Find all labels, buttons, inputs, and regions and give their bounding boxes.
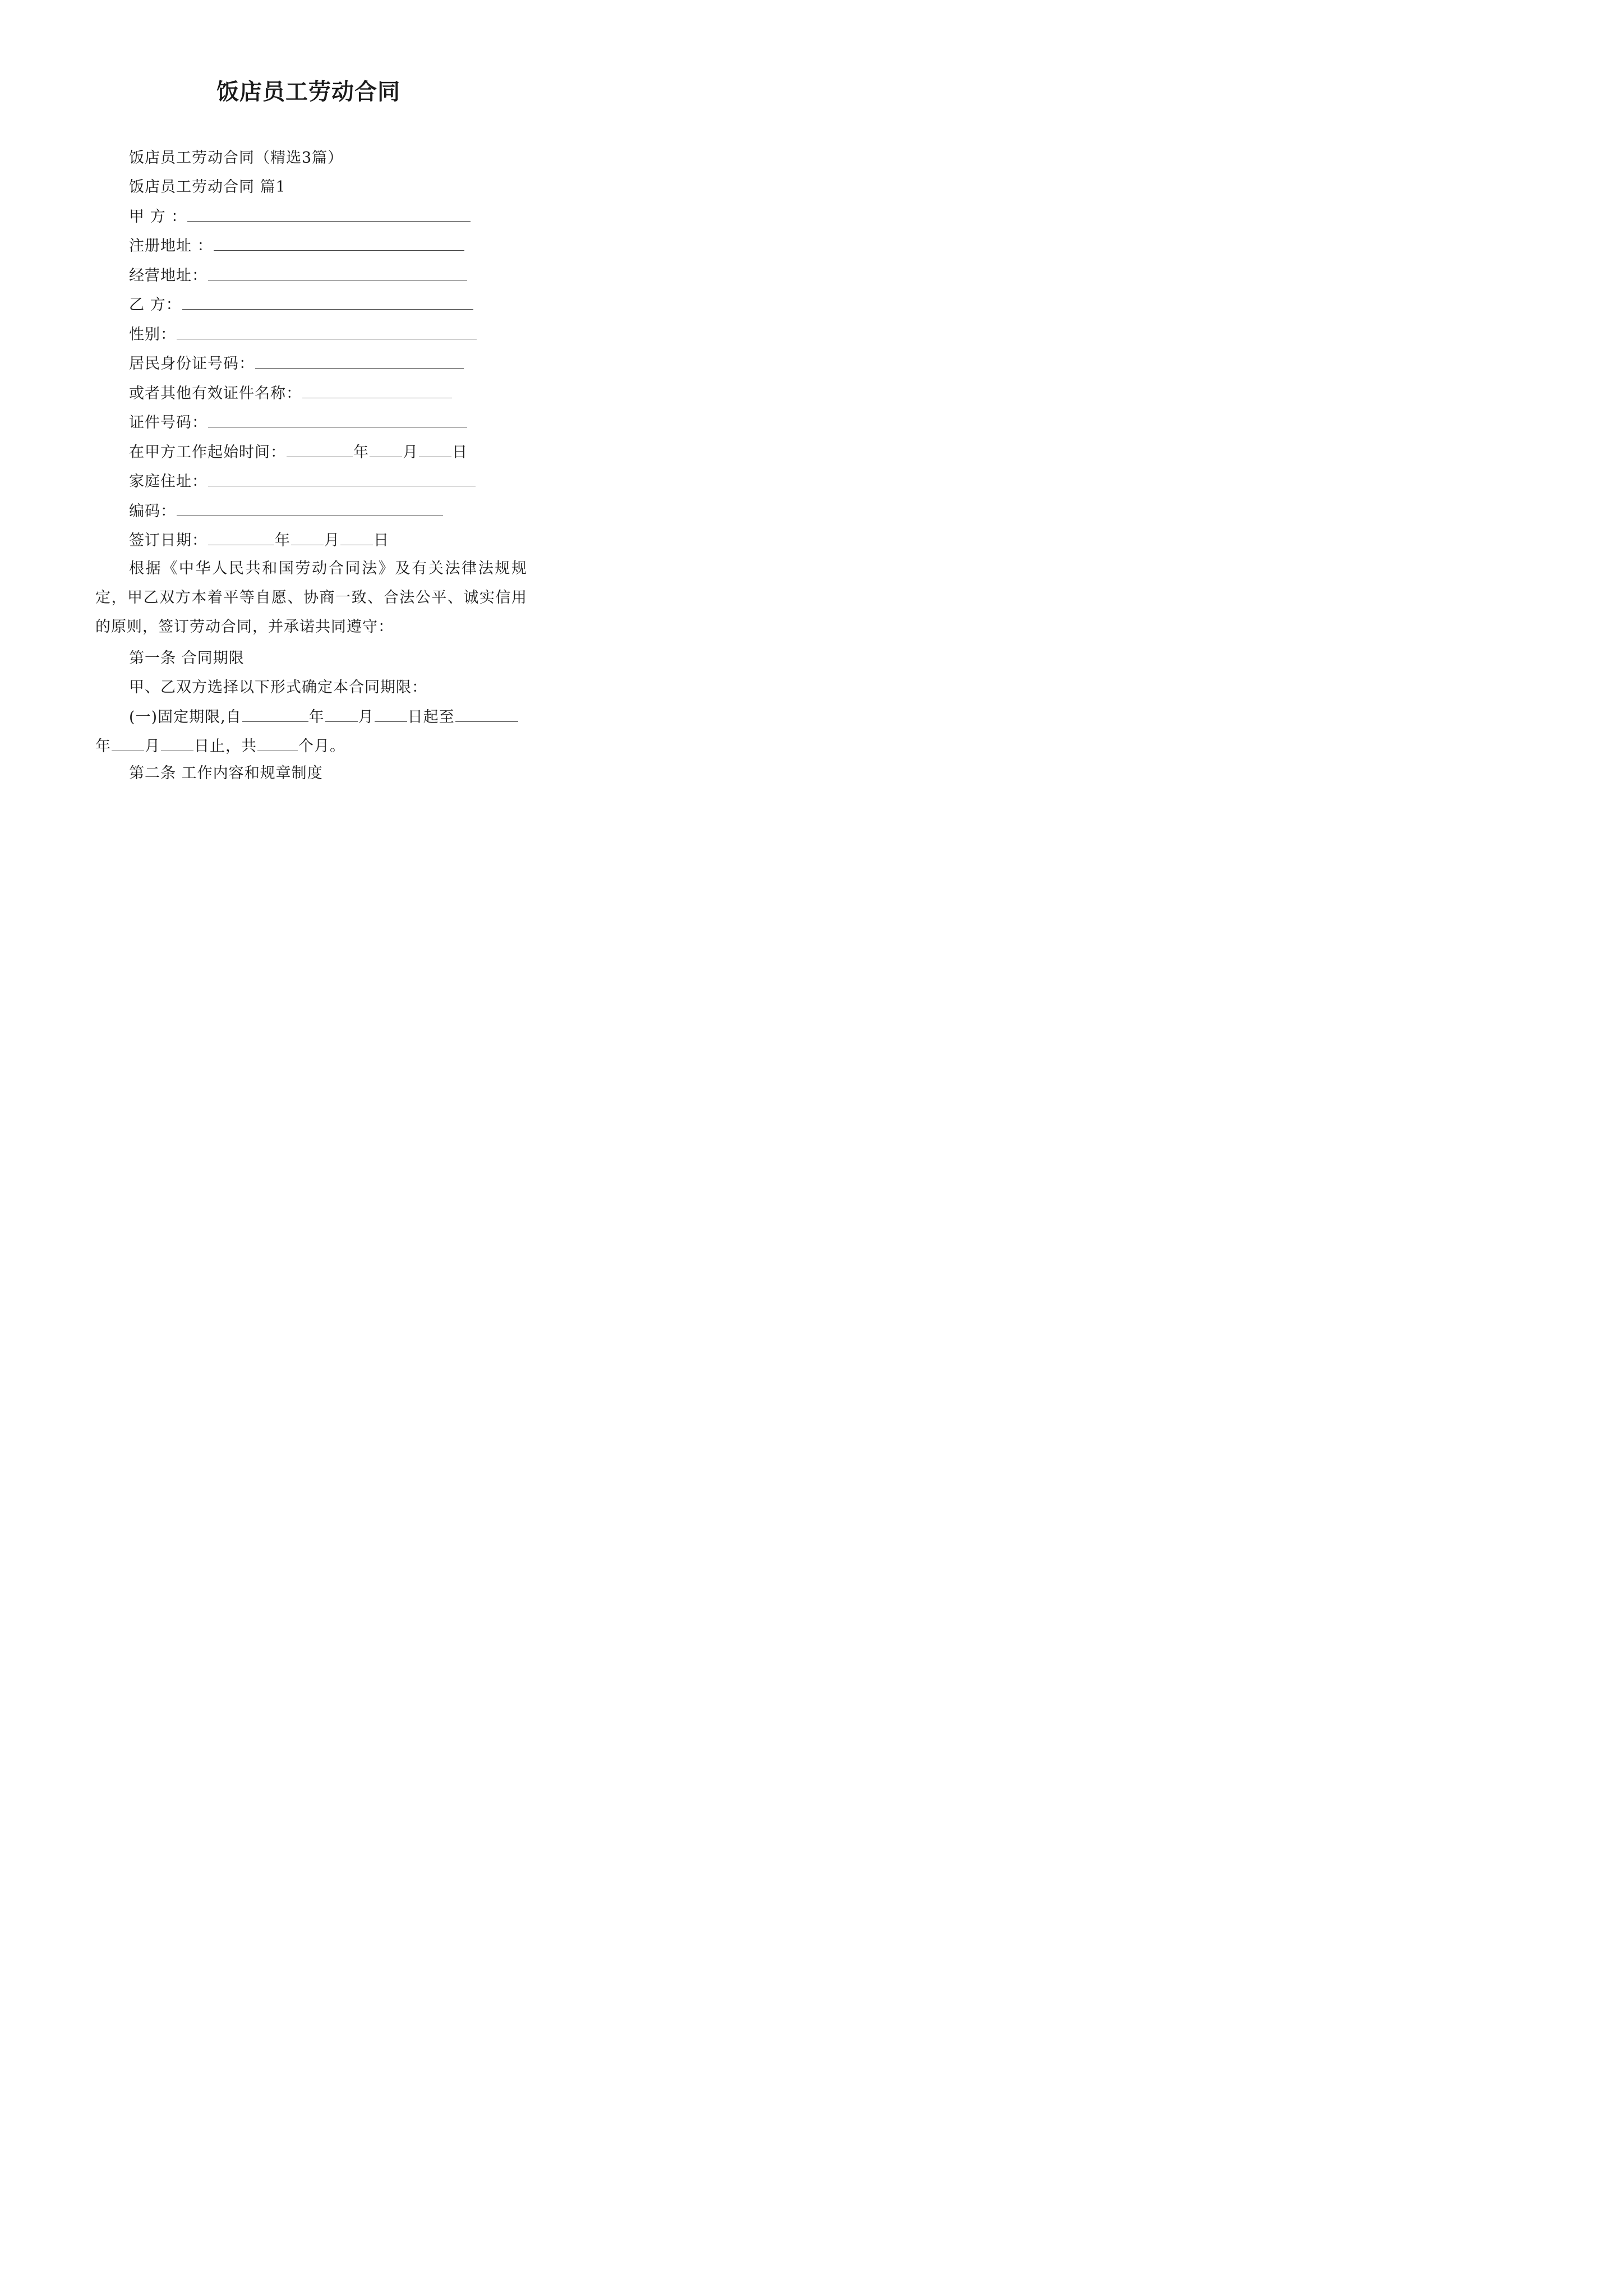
term-start-day-blank[interactable]: [375, 709, 407, 722]
sign-year-blank[interactable]: [208, 532, 274, 545]
cert-number-label: 证件号码：: [129, 414, 208, 431]
document-title: 饭店员工劳动合同: [216, 79, 400, 105]
term-end-month-blank[interactable]: [112, 738, 144, 751]
sign-day-unit: 日: [374, 532, 389, 549]
fixed-term-row-2: [95, 737, 345, 756]
cert-number-row: [129, 413, 468, 432]
business-address-row: [129, 266, 468, 286]
other-id-name-row: [129, 384, 453, 403]
start-month-unit: 月: [403, 444, 418, 461]
start-year-unit: 年: [353, 444, 369, 461]
id-number-row: [129, 355, 464, 374]
term-start-month-unit: 月: [358, 708, 374, 726]
term-months-suffix: 个月。: [298, 738, 345, 755]
start-year-blank[interactable]: [287, 444, 353, 457]
party-b-label: 乙 方：: [129, 296, 182, 314]
cert-number-blank[interactable]: [208, 415, 467, 427]
article-1-intro: 甲、乙双方选择以下形式确定本合同期限：: [129, 679, 427, 696]
gender-row: [129, 325, 477, 344]
home-address-label: 家庭住址：: [129, 473, 208, 490]
registered-address-label: 注册地址 ：: [129, 237, 213, 255]
term-end-year-blank[interactable]: [455, 709, 518, 722]
gender-blank[interactable]: [177, 326, 477, 339]
fixed-term-prefix: (一)固定期限,自: [129, 708, 242, 726]
other-id-name-blank[interactable]: [302, 385, 452, 398]
party-a-row: [129, 208, 471, 227]
start-time-label: 在甲方工作起始时间：: [129, 444, 286, 461]
term-to-suffix: 日止，共: [194, 738, 257, 755]
postcode-row: [129, 502, 444, 521]
sign-date-label: 签订日期：: [129, 532, 208, 549]
party-a-blank[interactable]: [187, 209, 471, 222]
term-end-day-blank[interactable]: [161, 738, 193, 751]
fixed-term-row-1: [129, 708, 519, 727]
term-end-month-unit: 月: [145, 738, 160, 755]
section-heading: 饭店员工劳动合同 篇1: [129, 178, 286, 196]
registered-address-blank[interactable]: [214, 238, 464, 251]
home-address-blank[interactable]: [208, 473, 476, 486]
term-start-year-unit: 年: [308, 708, 325, 726]
postcode-blank[interactable]: [177, 503, 443, 516]
article-1-title: 第一条 合同期限: [129, 650, 245, 667]
other-id-name-label: 或者其他有效证件名称：: [129, 385, 302, 402]
sign-year-unit: 年: [275, 532, 291, 549]
document-page: [0, 0, 617, 873]
term-from-suffix: 日起至: [407, 708, 455, 726]
start-day-blank[interactable]: [419, 444, 451, 457]
id-number-label: 居民身份证号码：: [129, 355, 255, 372]
business-address-blank[interactable]: [208, 268, 467, 280]
home-address-row: [129, 472, 476, 491]
article-2-title: 第二条 工作内容和规章制度: [129, 765, 323, 782]
term-months-blank[interactable]: [257, 738, 298, 751]
term-end-year-unit: 年: [95, 738, 111, 755]
start-day-unit: 日: [452, 444, 468, 461]
sign-day-blank[interactable]: [340, 532, 373, 545]
sign-month-blank[interactable]: [291, 532, 324, 545]
start-time-row: [129, 443, 468, 462]
registered-address-row: [129, 237, 465, 256]
party-a-label: 甲 方 ：: [129, 208, 187, 226]
party-b-row: [129, 296, 474, 315]
party-b-blank[interactable]: [182, 297, 473, 310]
preamble-paragraph: 根据《中华人民共和国劳动合同法》及有关法律法规规定，甲乙双方本着平等自愿、协商一致、合法公平、诚实信用的原则，签订劳动合同，并承诺共同遵守：: [95, 560, 527, 636]
term-start-year-blank[interactable]: [242, 709, 308, 722]
id-number-blank[interactable]: [255, 356, 464, 369]
term-start-month-blank[interactable]: [325, 709, 358, 722]
postcode-label: 编码：: [129, 503, 176, 520]
sign-date-row: [129, 531, 389, 550]
gender-label: 性别：: [129, 326, 176, 343]
sign-month-unit: 月: [324, 532, 340, 549]
start-month-blank[interactable]: [370, 444, 402, 457]
document-subtitle: 饭店员工劳动合同（精选3篇）: [129, 149, 344, 167]
business-address-label: 经营地址：: [129, 267, 208, 284]
